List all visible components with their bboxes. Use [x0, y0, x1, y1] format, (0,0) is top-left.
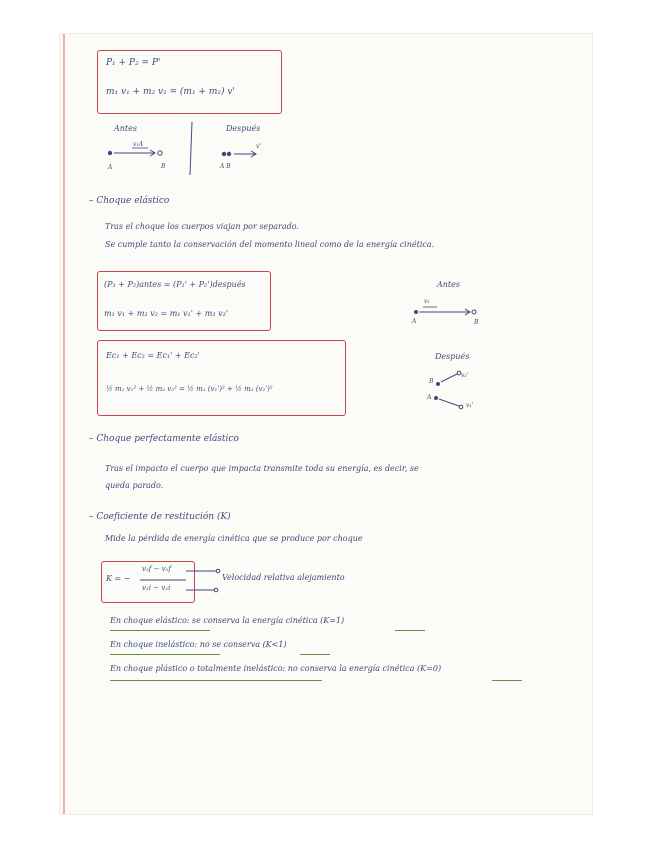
conclusion-plastico: En choque plástico o totalmente inelástico: no conserva la energía cinética (K=0) — [110, 664, 442, 673]
heading-coeficiente-restitucion: – Coeficiente de restitución (K) — [89, 512, 231, 522]
diagram1-ball-a-after — [222, 152, 226, 156]
perfecto-line-2: queda parado. — [105, 481, 164, 490]
diagram1-label-ab: A B — [220, 163, 231, 170]
diagram2-label-b: B — [474, 319, 479, 326]
conclusion-elastico: En choque elástico: se conserva la energía cinética (K=1) — [110, 616, 345, 625]
diagram1-antes-label: Antes — [114, 124, 137, 133]
formula-momentum-elastic-expanded: m₁ v₁ + m₂ v₂ = m₁ v₁' + m₂ v₂' — [104, 309, 229, 318]
velocidad-relativa-label: Velocidad relativa alejamiento — [222, 573, 345, 582]
diagram1-despues-label: Después — [226, 124, 261, 133]
diagram1-vprime-label: v' — [256, 143, 262, 150]
k-numerator-pointer-end — [216, 569, 220, 573]
diagram2-b-arrow — [441, 374, 457, 382]
diagram2-label-b2: B — [429, 378, 434, 385]
diagram2-ball-a — [414, 310, 418, 314]
diagram2-velocity-label: v₁ — [424, 298, 430, 305]
diagram1-divider — [190, 122, 192, 175]
diagram2-va-prime: v₁' — [466, 402, 474, 409]
formula-kinetic-expanded: ½ m₁ v₁² + ½ m₂ v₂² = ½ m₁ (v₁')² + ½ m₂ (v₂')² — [106, 385, 273, 393]
formula-momentum-expanded: m₁ v₁ + m₂ v₂ = (m₁ + m₂) v' — [106, 87, 235, 97]
elastico-line-1: Tras el choque los cuerpos viajan por separado. — [105, 222, 299, 231]
conclusion-inelastico: En choque inelástico: no se conserva (K<1) — [110, 640, 287, 649]
heading-choque-perfectamente-elastico: – Choque perfectamente elástico — [89, 434, 239, 444]
diagram1-label-a: A — [108, 164, 113, 171]
diagram2-despues-label: Después — [435, 352, 470, 361]
diagram1-ball-b — [158, 151, 162, 155]
formula-k-numerator: v₂f − v₁f — [142, 565, 172, 573]
diagram2-a-end — [459, 405, 463, 409]
formula-momentum-before-after: (P₁ + P₂)antes = (P₁' + P₂')después — [104, 280, 246, 289]
elastico-line-2: Se cumple tanto la conservación del momento lineal como de la energía cinética. — [105, 240, 435, 249]
coef-line-1: Mide la pérdida de energía cinética que se produce por choque — [105, 534, 363, 543]
diagram2-ball-b — [472, 310, 476, 314]
diagram1-ball-b-after — [227, 152, 231, 156]
heading-choque-elastico: – Choque elástico — [89, 196, 170, 206]
formula-momentum-sum: P₁ + P₂ = P' — [106, 58, 161, 68]
k-denominator-pointer-end — [214, 588, 218, 592]
diagram2-ball-a-after — [434, 396, 438, 400]
diagram2-b-end — [457, 371, 461, 375]
diagram1-ball-a — [108, 151, 112, 155]
diagram2-ball-b-after — [436, 382, 440, 386]
diagram2-label-a: A — [412, 318, 417, 325]
diagram1-velocity-label: v₁A — [133, 141, 144, 148]
perfecto-line-1: Tras el impacto el cuerpo que impacta transmite toda su energía, es decir, se — [105, 464, 419, 473]
diagram2-a-arrow — [439, 399, 459, 406]
diagram2-antes-label: Antes — [437, 280, 460, 289]
diagram1-label-b: B — [161, 163, 166, 170]
formula-kinetic-sum: Ec₁ + Ec₂ = Ec₁' + Ec₂' — [106, 351, 200, 360]
diagram2-label-a2: A — [427, 394, 432, 401]
diagram2-vb-prime: v₂' — [461, 372, 469, 379]
formula-k-prefix: K = − — [106, 574, 131, 583]
formula-k-denominator: v₁i − v₂i — [142, 584, 171, 592]
